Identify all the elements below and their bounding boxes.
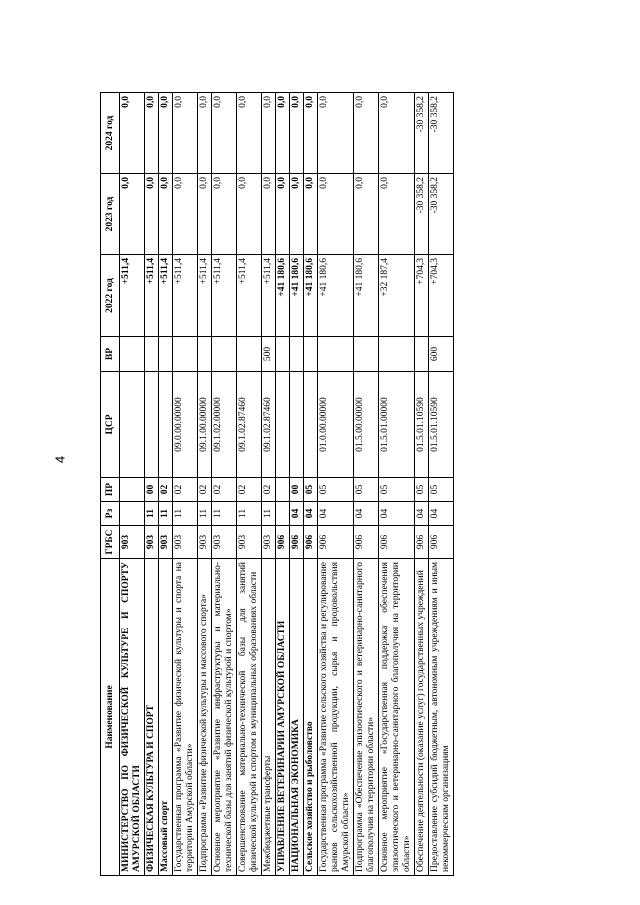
cell-2024: 0,0 <box>379 93 415 174</box>
cell-2022: +511,4 <box>198 255 212 337</box>
cell-grbs: 906 <box>304 526 318 559</box>
cell-pr: 02 <box>159 478 173 502</box>
cell-2024: 0,0 <box>354 93 379 174</box>
cell-name: Подпрограмма «Развитие физической культуры и массового спорта» <box>198 559 212 876</box>
cell-name: Обеспечение деятельности (оказание услуг) государственных учреждений <box>415 559 429 876</box>
table-row <box>429 93 454 876</box>
cell-rz <box>120 502 145 526</box>
cell-2022: +32 187,4 <box>379 255 415 337</box>
cell-vr <box>145 337 159 372</box>
cell-csr: 09.1.00.00000 <box>198 372 212 478</box>
cell-pr <box>276 478 290 502</box>
cell-csr <box>120 372 145 478</box>
cell-2024: 0,0 <box>237 93 262 174</box>
cell-vr: 500 <box>262 337 276 372</box>
cell-vr <box>237 337 262 372</box>
cell-rz: 04 <box>318 502 354 526</box>
cell-2023: 0,0 <box>276 174 290 255</box>
table-row <box>276 93 290 876</box>
col-header-name: Наименование <box>101 559 120 876</box>
cell-2022: +41 180,6 <box>290 255 304 337</box>
cell-name: Межбюджетные трансферты <box>262 559 276 876</box>
table-header-row <box>101 93 120 876</box>
cell-2023: 0,0 <box>318 174 354 255</box>
cell-vr <box>318 337 354 372</box>
cell-vr <box>290 337 304 372</box>
cell-csr <box>145 372 159 478</box>
cell-2022: +511,4 <box>237 255 262 337</box>
table-row <box>354 93 379 876</box>
cell-2022: +511,4 <box>173 255 198 337</box>
table-body <box>120 93 454 876</box>
cell-pr: 02 <box>262 478 276 502</box>
cell-grbs: 903 <box>120 526 145 559</box>
cell-vr <box>415 337 429 372</box>
cell-grbs: 903 <box>173 526 198 559</box>
cell-csr: 01.5.01.10590 <box>415 372 429 478</box>
cell-2023: 0,0 <box>173 174 198 255</box>
cell-rz: 04 <box>379 502 415 526</box>
cell-grbs: 906 <box>354 526 379 559</box>
cell-csr <box>304 372 318 478</box>
cell-rz: 04 <box>290 502 304 526</box>
cell-2022: +511,4 <box>159 255 173 337</box>
cell-csr <box>276 372 290 478</box>
cell-grbs: 903 <box>159 526 173 559</box>
budget-table <box>100 92 454 876</box>
cell-pr <box>120 478 145 502</box>
cell-grbs: 906 <box>429 526 454 559</box>
cell-2022: +511,4 <box>212 255 237 337</box>
table-row <box>173 93 198 876</box>
cell-rz: 11 <box>145 502 159 526</box>
cell-vr <box>304 337 318 372</box>
cell-vr <box>354 337 379 372</box>
table-row <box>262 93 276 876</box>
col-header-csr: ЦСР <box>101 372 120 478</box>
cell-2022: +41 180,6 <box>304 255 318 337</box>
cell-vr <box>173 337 198 372</box>
cell-2024: -30 358,2 <box>415 93 429 174</box>
cell-2023: 0,0 <box>198 174 212 255</box>
cell-vr <box>120 337 145 372</box>
cell-2022: +511,4 <box>262 255 276 337</box>
cell-grbs: 903 <box>145 526 159 559</box>
cell-rz: 04 <box>354 502 379 526</box>
cell-vr <box>198 337 212 372</box>
table-row <box>318 93 354 876</box>
cell-name: Предоставление субсидий бюджетным, автономным учреждениям и иным некоммерческим организациям <box>429 559 454 876</box>
cell-name: Основное мероприятие «Государственная поддержка обеспечения эпизоотического и ветеринарно-санитарного благополучия на территории области» <box>379 559 415 876</box>
cell-name: Государственная программа «Развитие сельского хозяйства и регулирование рынков сельскохозяйственной продукции, сырья и продовольствия Амурской области» <box>318 559 354 876</box>
cell-2022: +41 180,6 <box>318 255 354 337</box>
cell-name: НАЦИОНАЛЬНАЯ ЭКОНОМИКА <box>290 559 304 876</box>
page-number: 4 <box>52 455 68 464</box>
cell-2024: 0,0 <box>304 93 318 174</box>
cell-pr: 05 <box>415 478 429 502</box>
cell-grbs: 903 <box>262 526 276 559</box>
cell-csr <box>290 372 304 478</box>
cell-pr: 05 <box>379 478 415 502</box>
cell-2023: 0,0 <box>237 174 262 255</box>
cell-vr <box>276 337 290 372</box>
table-row <box>379 93 415 876</box>
cell-2022: +41 180,6 <box>354 255 379 337</box>
cell-name: Совершенствование материально-технической базы для занятий физической культурой и спортом в муниципальных образованиях области <box>237 559 262 876</box>
cell-rz <box>276 502 290 526</box>
cell-rz: 04 <box>415 502 429 526</box>
table-row <box>290 93 304 876</box>
cell-pr: 05 <box>429 478 454 502</box>
cell-2023: 0,0 <box>304 174 318 255</box>
cell-2024: 0,0 <box>120 93 145 174</box>
cell-2022: +511,4 <box>145 255 159 337</box>
cell-rz: 11 <box>212 502 237 526</box>
table-row <box>120 93 145 876</box>
cell-name: Основное мероприятие «Развитие инфраструктуры и материально-технической базы для занятий физической культурой и спортом» <box>212 559 237 876</box>
cell-pr: 02 <box>198 478 212 502</box>
cell-name: Сельское хозяйство и рыболовство <box>304 559 318 876</box>
col-header-grbs: ГРБС <box>101 526 120 559</box>
cell-grbs: 906 <box>415 526 429 559</box>
cell-2023: 0,0 <box>290 174 304 255</box>
cell-2023: -30 358,2 <box>429 174 454 255</box>
cell-2023: 0,0 <box>379 174 415 255</box>
cell-pr: 05 <box>304 478 318 502</box>
col-header-2024: 2024 год <box>101 93 120 174</box>
col-header-pr: ПР <box>101 478 120 502</box>
cell-rz: 11 <box>237 502 262 526</box>
cell-csr: 09.1.02.87460 <box>237 372 262 478</box>
cell-2023: 0,0 <box>159 174 173 255</box>
cell-2023: 0,0 <box>145 174 159 255</box>
cell-2023: 0,0 <box>212 174 237 255</box>
table-row <box>212 93 237 876</box>
cell-2024: 0,0 <box>290 93 304 174</box>
cell-2024: -30 358,2 <box>429 93 454 174</box>
col-header-2022: 2022 год <box>101 255 120 337</box>
cell-2024: 0,0 <box>276 93 290 174</box>
cell-grbs: 906 <box>290 526 304 559</box>
cell-rz: 11 <box>159 502 173 526</box>
cell-vr <box>159 337 173 372</box>
rotated-page-area <box>100 93 615 876</box>
table-row <box>145 93 159 876</box>
cell-2024: 0,0 <box>212 93 237 174</box>
cell-grbs: 906 <box>379 526 415 559</box>
cell-pr: 02 <box>237 478 262 502</box>
col-header-vr: ВР <box>101 337 120 372</box>
cell-grbs: 903 <box>237 526 262 559</box>
cell-pr: 05 <box>354 478 379 502</box>
cell-2024: 0,0 <box>318 93 354 174</box>
cell-name: МИНИСТЕРСТВО ПО ФИЗИЧЕСКОЙ КУЛЬТУРЕ И СПОРТУ АМУРСКОЙ ОБЛАСТИ <box>120 559 145 876</box>
table-row <box>415 93 429 876</box>
cell-pr: 05 <box>318 478 354 502</box>
cell-csr <box>159 372 173 478</box>
cell-csr: 01.5.01.00000 <box>379 372 415 478</box>
cell-2022: +704,3 <box>415 255 429 337</box>
cell-name: Подпрограмма «Обеспечение эпизоотического и ветеринарно-санитарного благополучия на территории области» <box>354 559 379 876</box>
cell-pr: 00 <box>290 478 304 502</box>
table-row <box>159 93 173 876</box>
cell-2023: -30 358,2 <box>415 174 429 255</box>
cell-grbs: 906 <box>318 526 354 559</box>
cell-grbs: 906 <box>276 526 290 559</box>
table-row <box>304 93 318 876</box>
cell-rz: 11 <box>262 502 276 526</box>
cell-csr: 01.5.01.10590 <box>429 372 454 478</box>
cell-2024: 0,0 <box>173 93 198 174</box>
cell-rz: 11 <box>198 502 212 526</box>
cell-csr: 09.1.02.00000 <box>212 372 237 478</box>
table-row <box>198 93 212 876</box>
cell-2023: 0,0 <box>354 174 379 255</box>
cell-2024: 0,0 <box>145 93 159 174</box>
rotated-table-container <box>100 93 615 876</box>
cell-2024: 0,0 <box>198 93 212 174</box>
cell-csr: 01.5.00.00000 <box>354 372 379 478</box>
cell-2024: 0,0 <box>159 93 173 174</box>
cell-pr: 02 <box>173 478 198 502</box>
cell-rz: 11 <box>173 502 198 526</box>
cell-rz: 04 <box>429 502 454 526</box>
cell-csr: 09.0.00.00000 <box>173 372 198 478</box>
cell-2022: +41 180,6 <box>276 255 290 337</box>
cell-pr: 02 <box>212 478 237 502</box>
cell-name: ФИЗИЧЕСКАЯ КУЛЬТУРА И СПОРТ <box>145 559 159 876</box>
table-row <box>237 93 262 876</box>
col-header-rz: Рз <box>101 502 120 526</box>
cell-name: Государственная программа «Развитие физической культуры и спорта на территории Амурской области» <box>173 559 198 876</box>
cell-grbs: 903 <box>212 526 237 559</box>
cell-2024: 0,0 <box>262 93 276 174</box>
cell-csr: 01.0.00.00000 <box>318 372 354 478</box>
cell-name: Массовый спорт <box>159 559 173 876</box>
cell-2022: +511,4 <box>120 255 145 337</box>
cell-2023: 0,0 <box>262 174 276 255</box>
cell-vr <box>379 337 415 372</box>
cell-grbs: 903 <box>198 526 212 559</box>
cell-vr <box>212 337 237 372</box>
col-header-2023: 2023 год <box>101 174 120 255</box>
cell-csr: 09.1.02.87460 <box>262 372 276 478</box>
cell-name: УПРАВЛЕНИЕ ВЕТЕРИНАРИИ АМУРСКОЙ ОБЛАСТИ <box>276 559 290 876</box>
cell-vr: 600 <box>429 337 454 372</box>
cell-2022: +704,3 <box>429 255 454 337</box>
cell-rz: 04 <box>304 502 318 526</box>
cell-pr: 00 <box>145 478 159 502</box>
cell-2023: 0,0 <box>120 174 145 255</box>
